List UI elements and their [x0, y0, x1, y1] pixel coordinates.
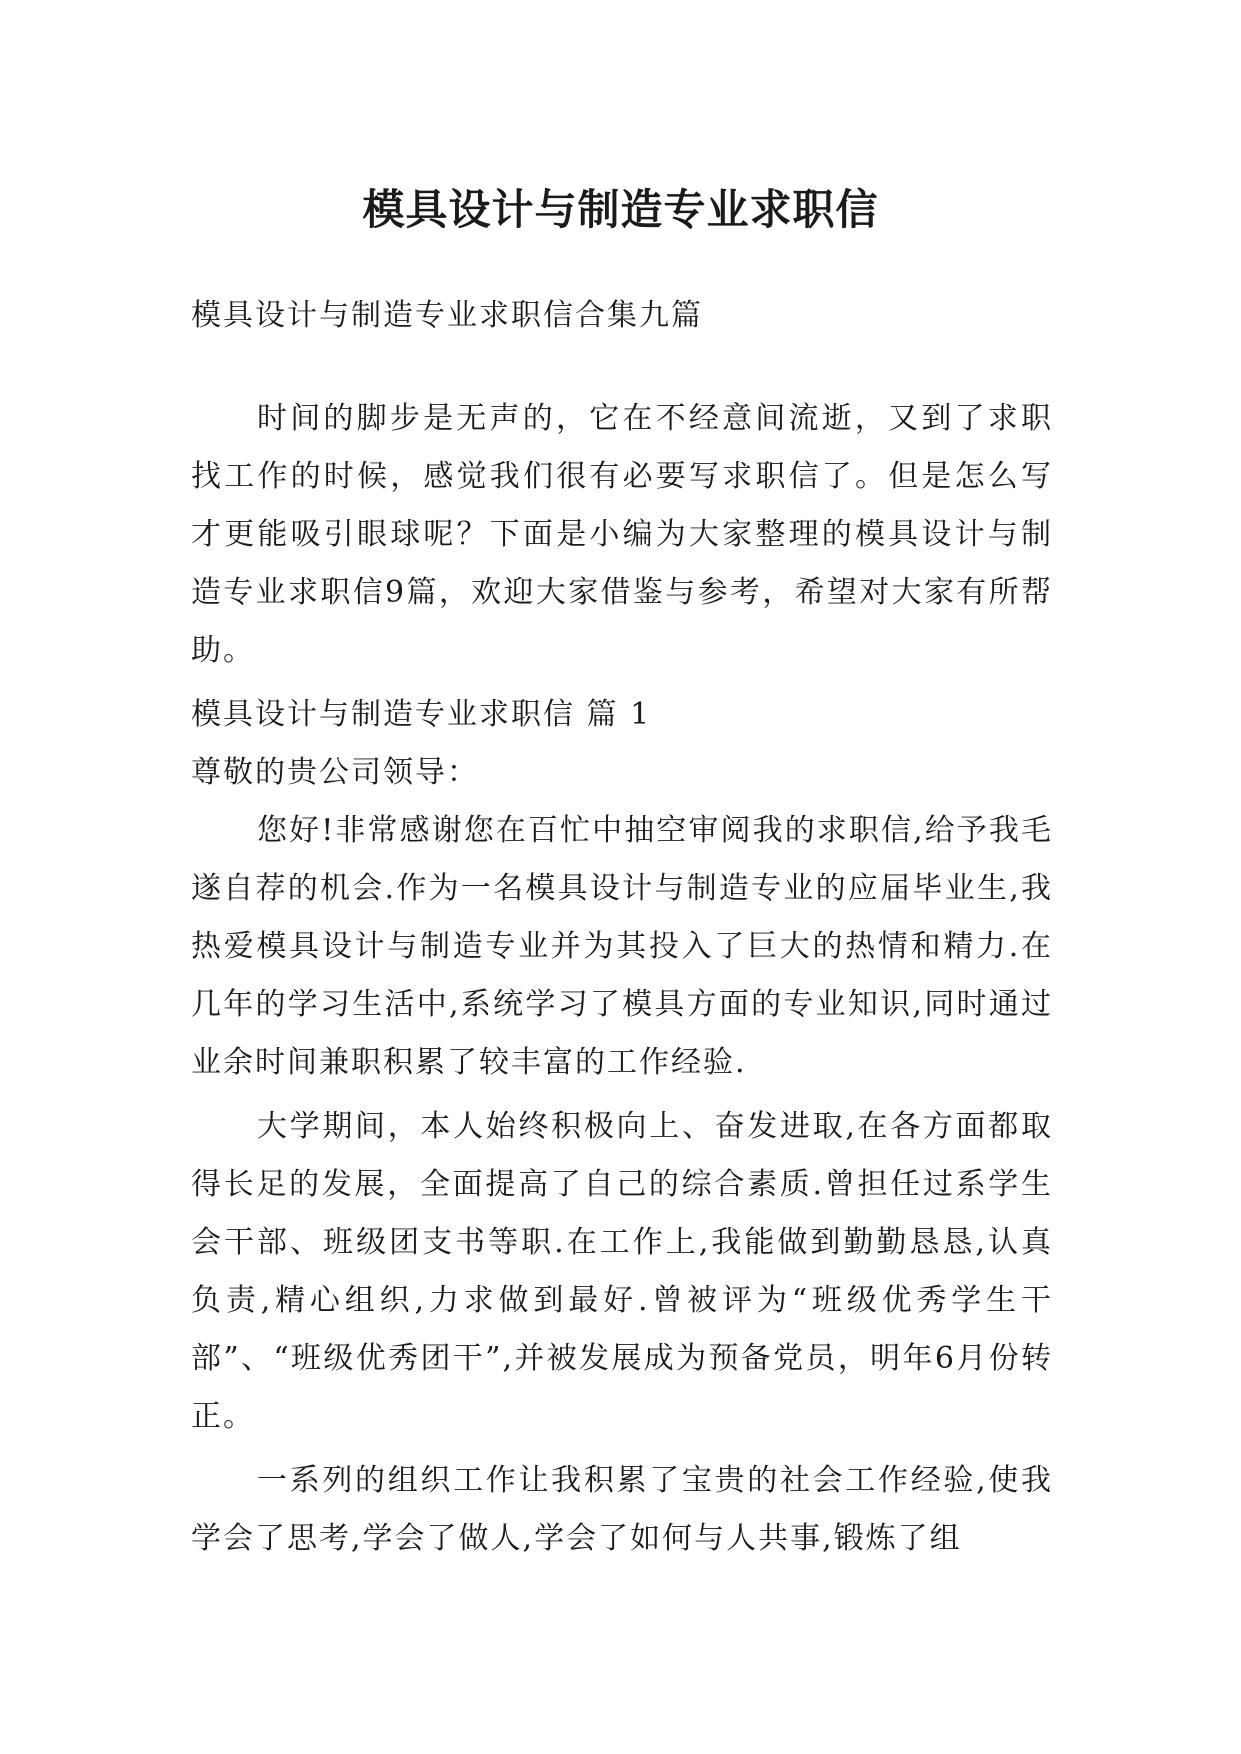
intro-paragraph: 时间的脚步是无声的，它在不经意间流逝，又到了求职找工作的时候，感觉我们很有必要写求职信了。但是怎么写才更能吸引眼球呢？下面是小编为大家整理的模具设计与制造专业求职信9篇，欢迎大家借鉴与参考，希望对大家有所帮助。 [191, 401, 1053, 668]
document-subtitle: 模具设计与制造专业求职信合集九篇 [191, 298, 703, 333]
document-body [191, 288, 1053, 1574]
document-title: 模具设计与制造专业求职信 [362, 185, 879, 235]
body-paragraph: 大学期间，本人始终积极向上、奋发进取,在各方面都取得长足的发展，全面提高了自己的综合素质.曾担任过系学生会干部、班级团支书等职.在工作上,我能做到勤勤恳恳,认真负责,精心组织,力求做到最好.曾被评为“班级优秀学生干部”、“班级优秀团干”,并被发展成为预备党员，明年6月份转正。 [191, 1109, 1053, 1434]
body-paragraph: 您好!非常感谢您在百忙中抽空审阅我的求职信,给予我毛遂自荐的机会.作为一名模具设计与制造专业的应届毕业生,我热爱模具设计与制造专业并为其投入了巨大的热情和精力.在几年的学习生活中,系统学习了模具方面的专业知识,同时通过业余时间兼职积累了较丰富的工作经验. [191, 813, 1053, 1080]
section-heading: 模具设计与制造专业求职信 篇 1 [191, 697, 652, 732]
salutation: 尊敬的贵公司领导： [191, 755, 479, 790]
body-paragraph: 一系列的组织工作让我积累了宝贵的社会工作经验,使我学会了思考,学会了做人,学会了如何与人共事,锻炼了组 [191, 1463, 1053, 1556]
